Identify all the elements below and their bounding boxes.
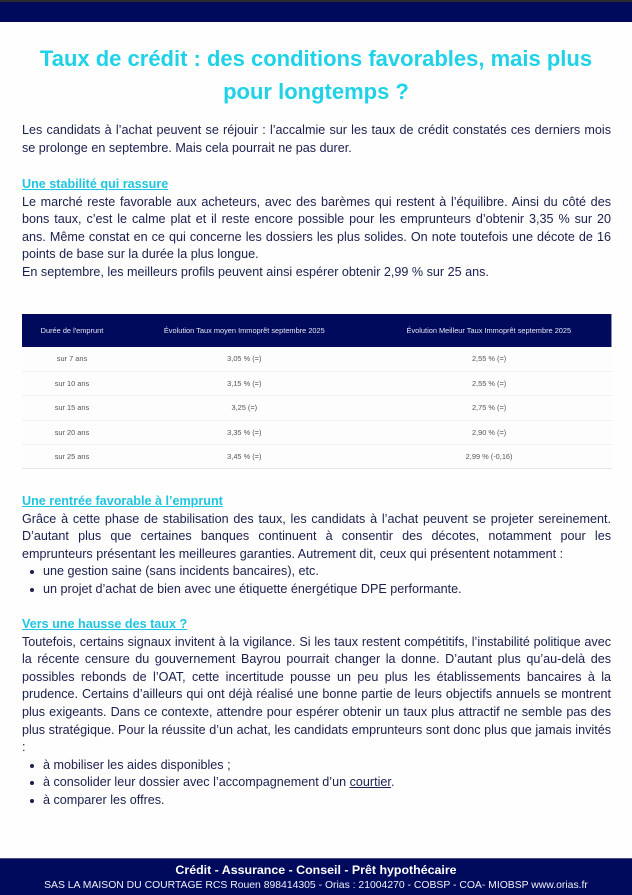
list-item — [28, 757, 611, 775]
cell-meilleur-taux: 2,99 % (-0,16) — [367, 445, 612, 469]
cell-duree: sur 20 ans — [22, 420, 122, 444]
column-header-meilleur-taux: Évolution Meilleur Taux Immoprêt septembre 2025 — [367, 314, 612, 347]
cell-duree: sur 25 ans — [22, 445, 122, 469]
cell-taux-moyen: 3,45 % (=) — [122, 445, 367, 469]
list-item-text: à consolider leur dossier avec l’accompagnement d’un — [43, 775, 350, 790]
bullet-icon — [30, 781, 34, 785]
table-row — [22, 420, 612, 444]
cell-taux-moyen: 3,35 % (=) — [122, 420, 367, 444]
bullet-list — [28, 757, 611, 810]
bullet-icon — [30, 570, 34, 574]
section-paragraph: Toutefois, certains signaux invitent à la vigilance. Si les taux restent compétitifs, l’instabilité politique avec la récente censure du gouvernement Bayrou pourrait changer la donne. D’autant plus qu’au-delà des possibles rebonds de l’OAT, cette incertitude pousse un peu plus les établissements bancaires à la prudence. Certains d’ailleurs qui ont déjà réalisé une bonne partie de leurs objectifs annuels se montrent plus exigeants. Dans ce contexte, attendre pour espérer obtenir un taux plus attractif ne semble pas des plus stratégique. Pour la réussite d’un achat, les candidats emprunteurs sont donc plus que jamais invités : — [22, 634, 611, 755]
footer — [0, 858, 632, 895]
column-header-duree: Durée de l'emprunt — [22, 314, 122, 347]
bullet-icon — [30, 764, 34, 768]
cell-duree: sur 10 ans — [22, 371, 122, 395]
section-heading: Une rentrée favorable à l’emprunt — [22, 494, 223, 508]
cell-duree: sur 15 ans — [22, 396, 122, 420]
list-item — [28, 563, 611, 581]
bullet-list — [28, 563, 611, 598]
list-item-suffix: . — [390, 775, 395, 790]
table-row — [22, 347, 612, 371]
section-paragraph: En septembre, les meilleurs profils peuvent ainsi espérer obtenir 2,99 % sur 25 ans. — [22, 264, 489, 279]
footer-legal: SAS LA MAISON DU COURTAGE RCS Rouen 898414305 - Orias : 21004270 - COBSP - COA- MIOBSP www.orias.fr — [44, 880, 588, 891]
table-row — [22, 445, 612, 469]
cell-duree: sur 7 ans — [22, 347, 122, 371]
cell-meilleur-taux: 2,90 % (=) — [367, 420, 612, 444]
list-item-text: un projet d’achat de bien avec une étiquette énergétique DPE performante. — [43, 581, 462, 596]
section-heading: Vers une hausse des taux ? — [22, 617, 188, 631]
top-bar — [0, 0, 632, 22]
list-item — [28, 792, 611, 810]
table-header-row — [22, 314, 612, 347]
intro-paragraph: Les candidats à l’achat peuvent se réjouir : l’accalmie sur les taux de crédit constatés ces derniers mois se prolonge en septembre. Mais cela pourrait ne pas durer. — [22, 123, 611, 155]
section-heading: Une stabilité qui rassure — [22, 177, 169, 191]
list-item-text: à comparer les offres. — [43, 792, 165, 807]
cell-meilleur-taux: 2,55 % (=) — [367, 371, 612, 395]
courtier-link[interactable]: courtier — [349, 775, 391, 790]
rates-table — [22, 314, 612, 469]
list-item-text: à mobiliser les aides disponibles ; — [43, 757, 231, 772]
list-item-text: une gestion saine (sans incidents bancaires), etc. — [43, 564, 319, 579]
cell-meilleur-taux: 2,75 % (=) — [367, 396, 612, 420]
section-hausse — [22, 615, 611, 810]
footer-title: Crédit - Assurance - Conseil - Prêt hypothécaire — [175, 863, 457, 877]
table-row — [22, 396, 612, 420]
cell-meilleur-taux: 2,55 % (=) — [367, 347, 612, 371]
bullet-icon — [30, 588, 34, 592]
section-stabilite — [22, 175, 611, 282]
table-row — [22, 371, 612, 395]
cell-taux-moyen: 3,15 % (=) — [122, 371, 367, 395]
list-item — [28, 581, 611, 599]
bullet-icon — [30, 799, 34, 803]
section-paragraph: Grâce à cette phase de stabilisation des taux, les candidats à l’achat peuvent se projeter sereinement. D’autant plus que certaines banques continuent à consentir des décotes, notamment pour les emprunteurs présentant les meilleures garanties. Autrement dit, ceux qui présentent notamment : — [22, 511, 611, 561]
cell-taux-moyen: 3,25 (=) — [122, 396, 367, 420]
section-rentree — [22, 492, 611, 599]
column-header-taux-moyen: Évolution Taux moyen Immoprêt septembre 2025 — [122, 314, 367, 347]
page-title: Taux de crédit : des conditions favorables, mais plus pour longtemps ? — [39, 46, 593, 104]
section-paragraph: Le marché reste favorable aux acheteurs, avec des barèmes qui restent à l’équilibre. Ainsi du côté des bons taux, c’est le calme plat et il reste encore possible pour les emprunteurs d’obtenir 3,35 % sur 20 ans. Même constat en ce qui concerne les dossiers les plus solides. On note toutefois une décote de 16 points de base sur la durée la plus longue. — [22, 194, 611, 262]
cell-taux-moyen: 3,05 % (=) — [122, 347, 367, 371]
list-item — [28, 774, 611, 792]
